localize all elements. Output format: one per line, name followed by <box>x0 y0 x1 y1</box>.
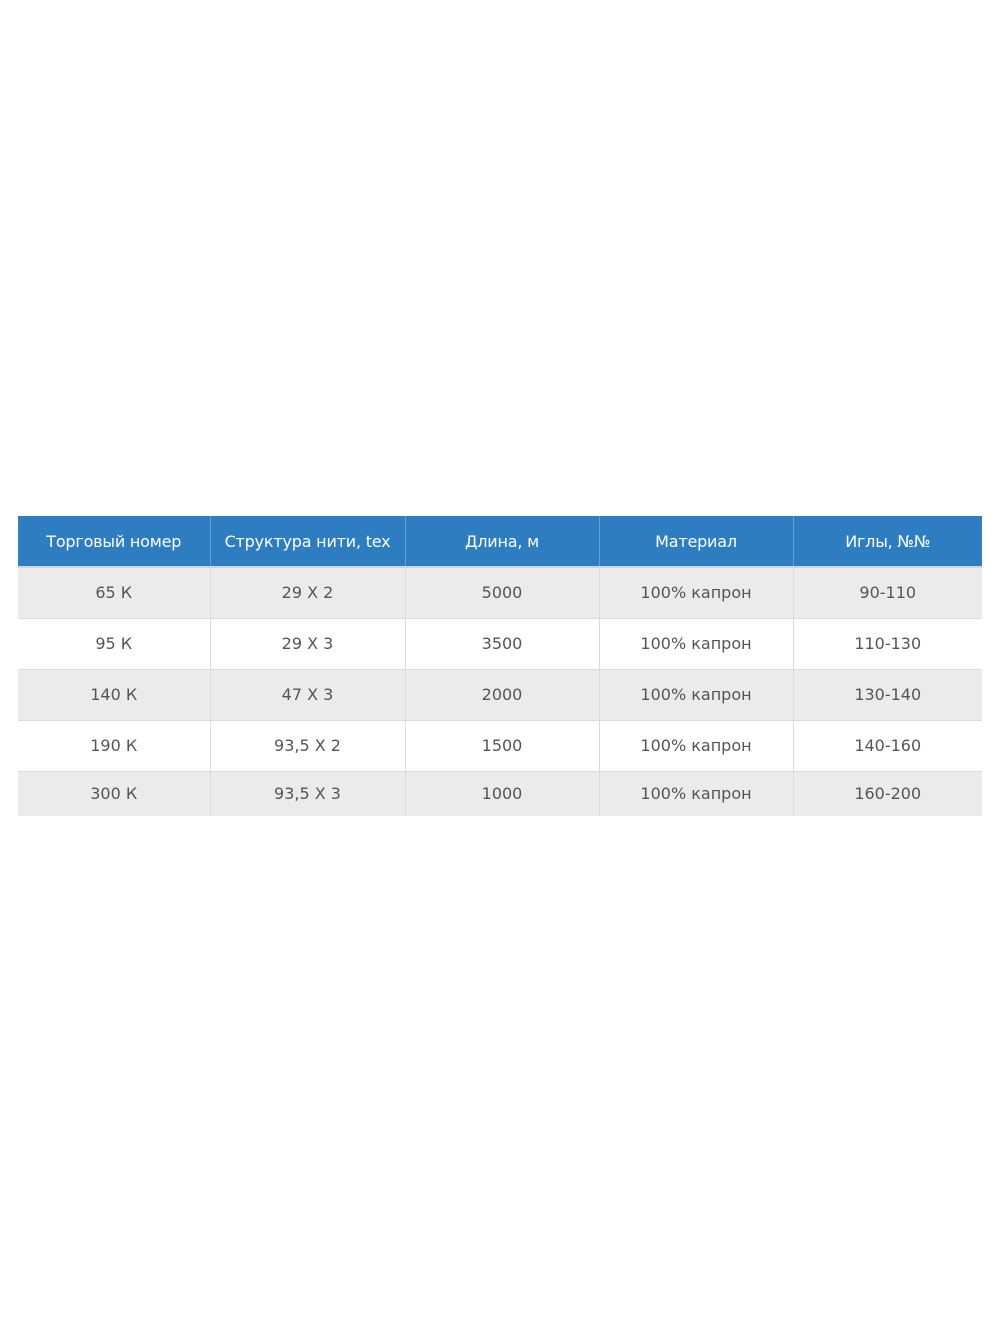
cell-needles: 130-140 <box>793 669 982 720</box>
cell-needles: 140-160 <box>793 720 982 771</box>
cell-material: 100% капрон <box>599 618 793 669</box>
cell-length: 1000 <box>405 771 599 816</box>
cell-trade-number: 95 К <box>18 618 210 669</box>
spec-table-container <box>18 516 982 816</box>
table-row <box>18 669 982 720</box>
cell-length: 5000 <box>405 567 599 618</box>
cell-trade-number: 300 К <box>18 771 210 816</box>
cell-thread-structure: 29 Х 2 <box>210 567 405 618</box>
header-needles: Иглы, №№ <box>793 516 982 567</box>
cell-trade-number: 190 К <box>18 720 210 771</box>
table-header <box>18 516 982 567</box>
cell-length: 2000 <box>405 669 599 720</box>
header-trade-number: Торговый номер <box>18 516 210 567</box>
cell-material: 100% капрон <box>599 567 793 618</box>
cell-thread-structure: 93,5 Х 3 <box>210 771 405 816</box>
header-length: Длина, м <box>405 516 599 567</box>
cell-material: 100% капрон <box>599 720 793 771</box>
header-row <box>18 516 982 567</box>
header-material: Материал <box>599 516 793 567</box>
cell-needles: 90-110 <box>793 567 982 618</box>
cell-thread-structure: 47 Х 3 <box>210 669 405 720</box>
spec-table <box>18 516 982 816</box>
cell-thread-structure: 29 Х 3 <box>210 618 405 669</box>
table-row <box>18 567 982 618</box>
cell-length: 3500 <box>405 618 599 669</box>
cell-trade-number: 65 К <box>18 567 210 618</box>
table-row <box>18 618 982 669</box>
cell-needles: 160-200 <box>793 771 982 816</box>
cell-length: 1500 <box>405 720 599 771</box>
table-row <box>18 771 982 816</box>
cell-needles: 110-130 <box>793 618 982 669</box>
cell-thread-structure: 93,5 Х 2 <box>210 720 405 771</box>
cell-trade-number: 140 К <box>18 669 210 720</box>
table-row <box>18 720 982 771</box>
cell-material: 100% капрон <box>599 771 793 816</box>
table-body <box>18 567 982 816</box>
cell-material: 100% капрон <box>599 669 793 720</box>
header-thread-structure: Структура нити, tex <box>210 516 405 567</box>
